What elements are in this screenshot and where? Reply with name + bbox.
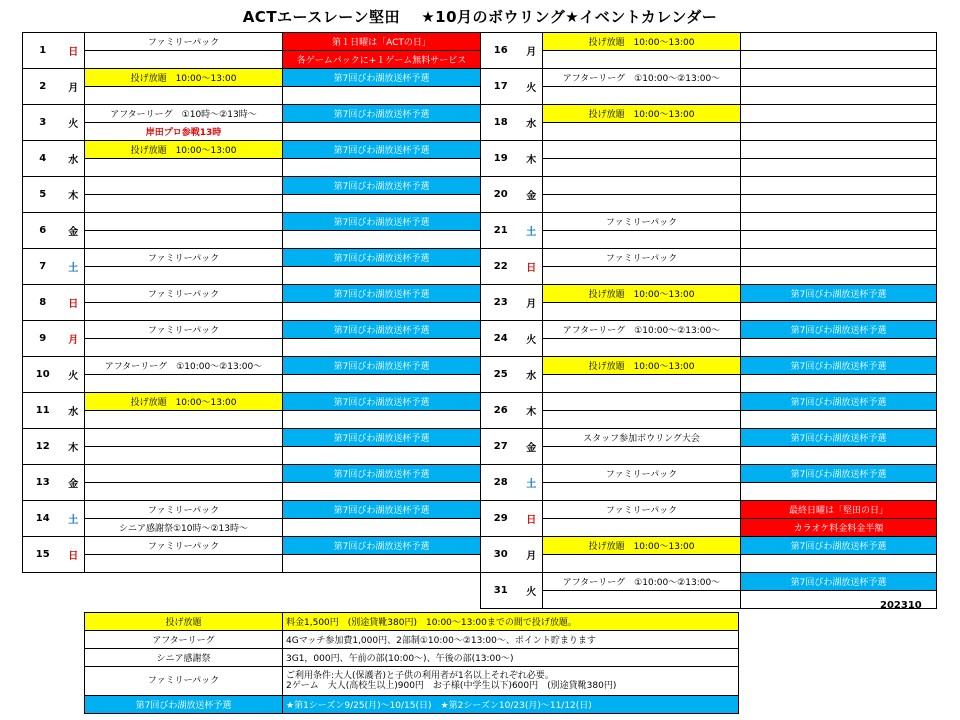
weekday: 金 <box>521 429 543 465</box>
event-cell <box>741 411 937 429</box>
event-cell <box>283 447 481 465</box>
calendar-row-bottom <box>481 195 937 213</box>
event-cell <box>741 375 937 393</box>
event-cell <box>543 339 741 357</box>
event-cell: 第7回びわ湖放送杯予選 <box>741 465 937 483</box>
legend-key: 第7回びわ湖放送杯予選 <box>85 696 283 714</box>
day-number: 4 <box>23 141 63 177</box>
day-number: 6 <box>23 213 63 249</box>
event-cell: 最終日曜は「堅田の日」 <box>741 501 937 519</box>
document-code: 202310 <box>880 600 922 611</box>
weekday: 金 <box>521 177 543 213</box>
event-cell: ファミリーパック <box>543 249 741 267</box>
legend-value-line: 料金1,500円 (別途貸靴380円) 10:00～13:00までの間で投げ放題。 <box>286 618 577 628</box>
day-number: 10 <box>23 357 63 393</box>
calendar-row-top <box>481 249 937 267</box>
calendar-row-bottom <box>481 87 937 105</box>
calendar-row-top <box>23 249 481 267</box>
event-cell <box>741 33 937 51</box>
day-number: 15 <box>23 537 63 573</box>
event-cell: ファミリーパック <box>543 465 741 483</box>
calendar-row-top <box>481 573 937 591</box>
event-cell <box>741 87 937 105</box>
legend-row <box>85 631 739 649</box>
calendar-row-top <box>481 321 937 339</box>
day-number: 19 <box>481 141 521 177</box>
weekday: 土 <box>63 249 85 285</box>
event-cell <box>543 591 741 609</box>
weekday: 木 <box>63 177 85 213</box>
event-cell <box>741 303 937 321</box>
event-cell: ファミリーパック <box>85 249 283 267</box>
legend-key: ファミリーパック <box>85 667 283 696</box>
calendar-row-top <box>23 465 481 483</box>
day-number: 21 <box>481 213 521 249</box>
event-cell <box>741 123 937 141</box>
event-cell <box>85 339 283 357</box>
legend-value <box>283 696 739 714</box>
weekday: 日 <box>521 501 543 537</box>
calendar-row-top <box>481 465 937 483</box>
legend-key: アフターリーグ <box>85 631 283 649</box>
weekday: 日 <box>63 33 85 69</box>
calendar-row-bottom <box>481 159 937 177</box>
calendar-row-bottom <box>23 303 481 321</box>
legend-key: シニア感謝祭 <box>85 649 283 667</box>
calendar-row-bottom <box>23 555 481 573</box>
calendar-row-bottom <box>23 231 481 249</box>
event-cell <box>543 177 741 195</box>
event-cell: 第7回びわ湖放送杯予選 <box>283 213 481 231</box>
calendar-row-top <box>23 141 481 159</box>
event-cell: 第7回びわ湖放送杯予選 <box>741 393 937 411</box>
event-cell <box>283 231 481 249</box>
event-cell <box>85 483 283 501</box>
event-cell <box>543 447 741 465</box>
day-number: 18 <box>481 105 521 141</box>
day-number: 30 <box>481 537 521 573</box>
event-cell: 第7回びわ湖放送杯予選 <box>283 465 481 483</box>
event-cell <box>741 195 937 213</box>
calendar-row-bottom <box>23 375 481 393</box>
legend-key: 投げ放題 <box>85 613 283 631</box>
legend-value <box>283 667 739 696</box>
day-number: 25 <box>481 357 521 393</box>
calendar-row-top <box>481 69 937 87</box>
event-cell <box>543 411 741 429</box>
calendar-row-bottom <box>23 195 481 213</box>
calendar-row-bottom <box>23 87 481 105</box>
calendar-row-top <box>481 429 937 447</box>
event-cell <box>85 447 283 465</box>
event-cell: 第7回びわ湖放送杯予選 <box>741 357 937 375</box>
event-cell <box>741 213 937 231</box>
event-cell: 第7回びわ湖放送杯予選 <box>283 105 481 123</box>
legend-value <box>283 631 739 649</box>
weekday: 水 <box>63 141 85 177</box>
day-number: 2 <box>23 69 63 105</box>
event-cell <box>85 411 283 429</box>
day-number: 23 <box>481 285 521 321</box>
event-cell: 岸田プロ参戦13時 <box>85 123 283 141</box>
event-cell <box>543 393 741 411</box>
legend-row <box>85 649 739 667</box>
weekday: 月 <box>521 285 543 321</box>
weekday: 火 <box>521 573 543 609</box>
event-cell <box>283 123 481 141</box>
calendar-row-bottom <box>23 483 481 501</box>
event-cell <box>85 267 283 285</box>
weekday: 月 <box>63 69 85 105</box>
event-cell: 第7回びわ湖放送杯予選 <box>283 501 481 519</box>
event-cell <box>283 195 481 213</box>
calendar-row-top <box>481 33 937 51</box>
legend-value <box>283 613 739 631</box>
day-number: 22 <box>481 249 521 285</box>
calendar-row-bottom <box>481 123 937 141</box>
event-cell <box>741 339 937 357</box>
event-cell: 投げ放題 10:00～13:00 <box>85 69 283 87</box>
event-cell: ファミリーパック <box>85 285 283 303</box>
day-number: 28 <box>481 465 521 501</box>
weekday: 火 <box>63 105 85 141</box>
event-cell: 第7回びわ湖放送杯予選 <box>283 321 481 339</box>
event-cell <box>85 195 283 213</box>
event-cell <box>543 303 741 321</box>
calendar-row-top <box>23 393 481 411</box>
event-cell <box>283 555 481 573</box>
day-number: 7 <box>23 249 63 285</box>
calendar-row-bottom <box>23 519 481 537</box>
event-cell: スタッフ参加ボウリング大会 <box>543 429 741 447</box>
event-cell: 各ゲームパックに+１ゲーム無料サービス <box>283 51 481 69</box>
event-cell: 投げ放題 10:00～13:00 <box>543 33 741 51</box>
event-cell <box>283 411 481 429</box>
event-cell: 第7回びわ湖放送杯予選 <box>283 393 481 411</box>
weekday: 月 <box>521 537 543 573</box>
calendar-row-top <box>23 429 481 447</box>
day-number: 24 <box>481 321 521 357</box>
event-cell: 第１日曜は「ACTの日」 <box>283 33 481 51</box>
legend-row <box>85 667 739 696</box>
event-cell <box>85 213 283 231</box>
event-cell <box>543 51 741 69</box>
weekday: 水 <box>521 105 543 141</box>
event-cell: 第7回びわ湖放送杯予選 <box>741 573 937 591</box>
event-cell: アフターリーグ ①10時～②13時～ <box>85 105 283 123</box>
event-cell <box>741 177 937 195</box>
event-cell <box>283 483 481 501</box>
event-cell: 投げ放題 10:00～13:00 <box>543 285 741 303</box>
event-cell <box>741 447 937 465</box>
calendar-row-bottom <box>481 411 937 429</box>
event-cell <box>543 159 741 177</box>
event-cell: 第7回びわ湖放送杯予選 <box>741 537 937 555</box>
calendar-row-top <box>23 285 481 303</box>
day-number: 31 <box>481 573 521 609</box>
event-cell: ファミリーパック <box>85 537 283 555</box>
event-cell: 第7回びわ湖放送杯予選 <box>283 177 481 195</box>
calendar-row-bottom <box>481 519 937 537</box>
day-number: 27 <box>481 429 521 465</box>
weekday: 土 <box>521 213 543 249</box>
event-cell <box>741 105 937 123</box>
weekday: 日 <box>63 537 85 573</box>
event-cell: 第7回びわ湖放送杯予選 <box>283 285 481 303</box>
event-cell <box>543 483 741 501</box>
event-cell <box>283 519 481 537</box>
calendar-row-top <box>23 357 481 375</box>
calendar-row-bottom <box>481 303 937 321</box>
event-cell: 第7回びわ湖放送杯予選 <box>283 357 481 375</box>
weekday: 金 <box>63 465 85 501</box>
calendar-row-bottom <box>23 447 481 465</box>
calendar-row-bottom <box>481 267 937 285</box>
calendar-row-top <box>23 33 481 51</box>
calendar-row-top <box>481 357 937 375</box>
event-cell <box>543 123 741 141</box>
day-number: 5 <box>23 177 63 213</box>
legend-value <box>283 649 739 667</box>
event-cell: 投げ放題 10:00～13:00 <box>543 105 741 123</box>
calendar-row-bottom <box>481 591 937 609</box>
weekday: 月 <box>63 321 85 357</box>
event-cell <box>283 375 481 393</box>
event-cell: 第7回びわ湖放送杯予選 <box>741 285 937 303</box>
weekday: 木 <box>63 429 85 465</box>
event-cell: アフターリーグ ①10:00～②13:00～ <box>85 357 283 375</box>
calendar-row-bottom <box>23 123 481 141</box>
event-cell: ファミリーパック <box>85 321 283 339</box>
event-cell <box>283 87 481 105</box>
calendar-row-top <box>481 393 937 411</box>
weekday: 水 <box>521 357 543 393</box>
legend-row <box>85 613 739 631</box>
event-cell <box>543 195 741 213</box>
event-cell: アフターリーグ ①10:00～②13:00～ <box>543 69 741 87</box>
event-cell <box>283 303 481 321</box>
page-title: ACTエースレーン堅田 ★10月のボウリング★イベントカレンダー <box>242 8 718 26</box>
event-cell <box>283 159 481 177</box>
day-number: 12 <box>23 429 63 465</box>
calendar-row-top <box>481 105 937 123</box>
event-cell: アフターリーグ ①10:00～②13:00～ <box>543 321 741 339</box>
event-cell: ファミリーパック <box>543 501 741 519</box>
event-cell <box>741 483 937 501</box>
event-cell <box>741 51 937 69</box>
calendar-row-top <box>23 105 481 123</box>
event-cell <box>85 303 283 321</box>
event-cell <box>283 267 481 285</box>
event-cell: 投げ放題 10:00～13:00 <box>85 393 283 411</box>
event-cell <box>85 231 283 249</box>
weekday: 土 <box>521 465 543 501</box>
weekday: 水 <box>63 393 85 429</box>
weekday: 木 <box>521 393 543 429</box>
event-cell: 第7回びわ湖放送杯予選 <box>741 429 937 447</box>
event-cell: 第7回びわ湖放送杯予選 <box>283 141 481 159</box>
event-cell <box>543 141 741 159</box>
calendar-row-bottom <box>23 339 481 357</box>
event-cell <box>543 231 741 249</box>
calendar-row-top <box>23 177 481 195</box>
weekday: 土 <box>63 501 85 537</box>
legend-row <box>85 696 739 714</box>
event-cell: シニア感謝祭①10時～②13時～ <box>85 519 283 537</box>
calendar-left <box>22 32 481 573</box>
calendar-row-top <box>23 69 481 87</box>
calendar-row-top <box>23 321 481 339</box>
day-number: 3 <box>23 105 63 141</box>
event-cell: アフターリーグ ①10:00～②13:00～ <box>543 573 741 591</box>
calendar-row-top <box>23 537 481 555</box>
calendar-row-top <box>23 501 481 519</box>
legend-value-line: 3G1，000円、午前の部(10:00～)、午後の部(13:00～) <box>286 654 514 664</box>
day-number: 20 <box>481 177 521 213</box>
weekday: 火 <box>63 357 85 393</box>
event-cell <box>85 555 283 573</box>
calendar-row-bottom <box>23 159 481 177</box>
legend-value-line: ご利用条件:大人(保護者)と子供の利用者が1名以上それぞれ必要。 <box>286 670 554 681</box>
calendar-row-top <box>23 213 481 231</box>
day-number: 1 <box>23 33 63 69</box>
day-number: 29 <box>481 501 521 537</box>
legend-table <box>84 612 739 714</box>
event-cell: 第7回びわ湖放送杯予選 <box>283 429 481 447</box>
event-cell <box>85 177 283 195</box>
calendar-row-bottom <box>481 555 937 573</box>
day-number: 8 <box>23 285 63 321</box>
calendar-row-top <box>481 213 937 231</box>
day-number: 16 <box>481 33 521 69</box>
event-cell <box>741 159 937 177</box>
event-cell <box>543 375 741 393</box>
event-cell <box>543 555 741 573</box>
calendar-row-bottom <box>481 447 937 465</box>
event-cell <box>85 429 283 447</box>
day-number: 14 <box>23 501 63 537</box>
weekday: 月 <box>521 33 543 69</box>
calendar-row-top <box>481 177 937 195</box>
event-cell <box>543 267 741 285</box>
calendar-row-bottom <box>481 483 937 501</box>
weekday: 火 <box>521 321 543 357</box>
calendar-row-bottom <box>481 375 937 393</box>
event-cell <box>85 87 283 105</box>
event-cell <box>741 141 937 159</box>
event-cell <box>543 519 741 537</box>
calendar-row-top <box>481 501 937 519</box>
calendar-row-bottom <box>23 411 481 429</box>
event-cell: 第7回びわ湖放送杯予選 <box>741 321 937 339</box>
calendar-row-top <box>481 285 937 303</box>
day-number: 13 <box>23 465 63 501</box>
event-cell: カラオケ料金料金半額 <box>741 519 937 537</box>
event-cell <box>741 231 937 249</box>
event-cell: 投げ放題 10:00～13:00 <box>543 357 741 375</box>
calendar-row-bottom <box>481 51 937 69</box>
weekday: 日 <box>521 249 543 285</box>
event-cell <box>85 465 283 483</box>
calendar-row-bottom <box>23 51 481 69</box>
event-cell: 第7回びわ湖放送杯予選 <box>283 69 481 87</box>
event-cell: 第7回びわ湖放送杯予選 <box>283 537 481 555</box>
calendar-row-bottom <box>23 267 481 285</box>
event-cell <box>543 87 741 105</box>
event-cell <box>85 51 283 69</box>
event-cell <box>741 267 937 285</box>
weekday: 火 <box>521 69 543 105</box>
event-cell <box>741 249 937 267</box>
weekday: 日 <box>63 285 85 321</box>
weekday: 木 <box>521 141 543 177</box>
legend-value-line: 2ゲーム 大人(高校生以上)900円 お子様(中学生以下)600円 (別途貸靴380円) <box>286 681 617 691</box>
calendar-row-bottom <box>481 231 937 249</box>
day-number: 17 <box>481 69 521 105</box>
legend-value-line: 4Gマッチ参加費1,000円、2部制①10:00～②13:00～、ポイント貯まります <box>286 636 596 646</box>
event-cell <box>85 375 283 393</box>
event-cell: ファミリーパック <box>85 33 283 51</box>
event-cell: 投げ放題 10:00～13:00 <box>543 537 741 555</box>
event-cell: 投げ放題 10:00～13:00 <box>85 141 283 159</box>
event-cell <box>741 555 937 573</box>
event-cell <box>85 159 283 177</box>
event-cell: ファミリーパック <box>543 213 741 231</box>
calendar-right <box>480 32 937 609</box>
calendar-row-top <box>481 537 937 555</box>
event-cell <box>741 69 937 87</box>
calendar-row-bottom <box>481 339 937 357</box>
calendar-row-top <box>481 141 937 159</box>
day-number: 9 <box>23 321 63 357</box>
event-cell <box>283 339 481 357</box>
event-cell: ファミリーパック <box>85 501 283 519</box>
legend-value-line: ★第1シーズン9/25(月)～10/15(日) ★第2シーズン10/23(月)～11/12(日) <box>286 701 592 711</box>
day-number: 11 <box>23 393 63 429</box>
day-number: 26 <box>481 393 521 429</box>
weekday: 金 <box>63 213 85 249</box>
event-cell: 第7回びわ湖放送杯予選 <box>283 249 481 267</box>
